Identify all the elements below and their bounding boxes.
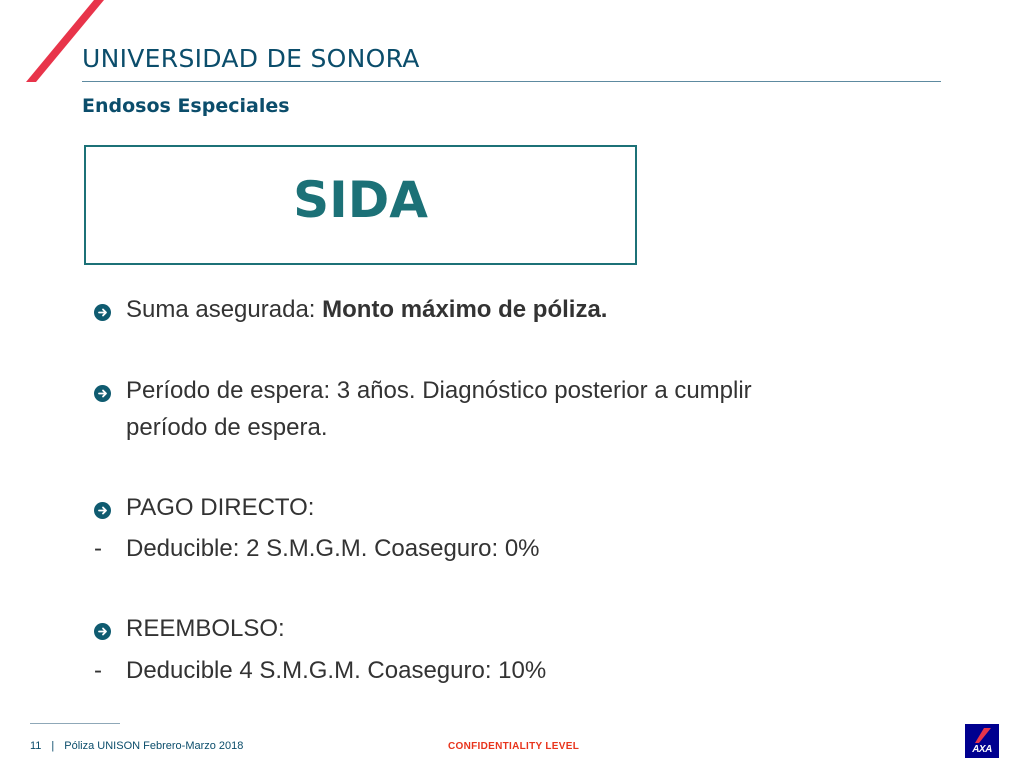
reimbursement-detail: Deducible 4 S.M.G.M. Coaseguro: 10% xyxy=(126,657,547,684)
reimbursement-label: REEMBOLSO: xyxy=(126,615,285,642)
circle-arrow-icon xyxy=(94,502,111,519)
footer-document-name: Póliza UNISON Febrero-Marzo 2018 xyxy=(64,740,244,752)
footer-info xyxy=(30,740,253,752)
header-divider xyxy=(82,81,941,82)
footer-divider xyxy=(30,723,120,724)
direct-payment-label: PAGO DIRECTO: xyxy=(126,494,315,521)
box-title: SIDA xyxy=(293,171,428,229)
sum-insured-line xyxy=(126,296,607,325)
page-header-title: UNIVERSIDAD DE SONORA xyxy=(82,44,420,73)
footer-separator: | xyxy=(51,740,55,752)
waiting-period-line-1: Período de espera: 3 años. Diagnóstico posterior a cumplir xyxy=(126,377,752,404)
dash-marker: - xyxy=(94,535,102,562)
circle-arrow-icon xyxy=(94,385,111,402)
sum-insured-value: Monto máximo de póliza. xyxy=(322,296,608,323)
confidentiality-label: CONFIDENTIALITY LEVEL xyxy=(448,741,580,752)
title-box xyxy=(84,145,637,265)
circle-arrow-icon xyxy=(94,623,111,640)
logo-text: AXA xyxy=(972,744,992,755)
page-number: 11 xyxy=(30,740,42,752)
direct-payment-detail: Deducible: 2 S.M.G.M. Coaseguro: 0% xyxy=(126,535,540,562)
axa-logo xyxy=(965,724,999,758)
sum-insured-label: Suma asegurada: xyxy=(126,296,323,323)
waiting-period-line-2: período de espera. xyxy=(126,414,328,441)
dash-marker: - xyxy=(94,657,102,684)
page-subtitle: Endosos Especiales xyxy=(82,95,290,117)
circle-arrow-icon xyxy=(94,304,111,321)
